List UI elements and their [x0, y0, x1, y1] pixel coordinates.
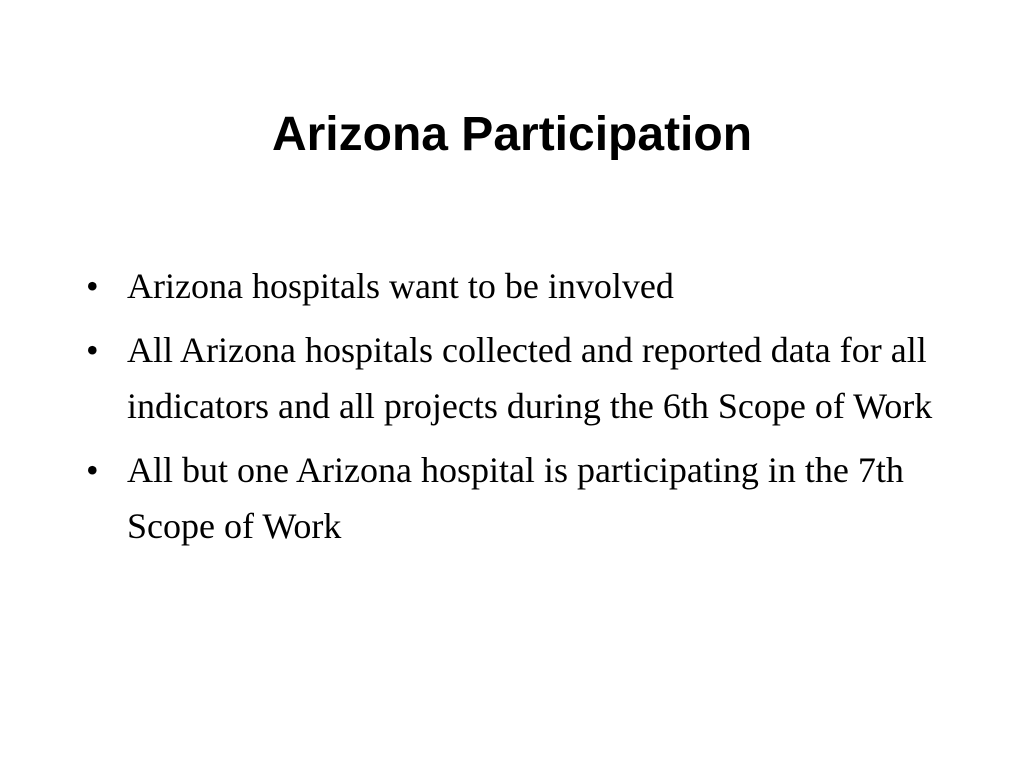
bullet-list	[82, 258, 952, 562]
bullet-icon: •	[86, 450, 99, 490]
slide-title: Arizona Participation	[271, 108, 753, 161]
bullet-item	[82, 258, 952, 314]
bullet-item	[82, 442, 952, 554]
bullet-text: Arizona hospitals want to be involved	[127, 266, 674, 306]
bullet-icon: •	[86, 330, 99, 370]
bullet-item	[82, 322, 952, 434]
bullet-icon: •	[86, 266, 99, 306]
bullet-text: All Arizona hospitals collected and reported data for all indicators and all projects during the 6th Scope of Work	[127, 330, 933, 426]
bullet-text: All but one Arizona hospital is participating in the 7th Scope of Work	[127, 450, 904, 546]
